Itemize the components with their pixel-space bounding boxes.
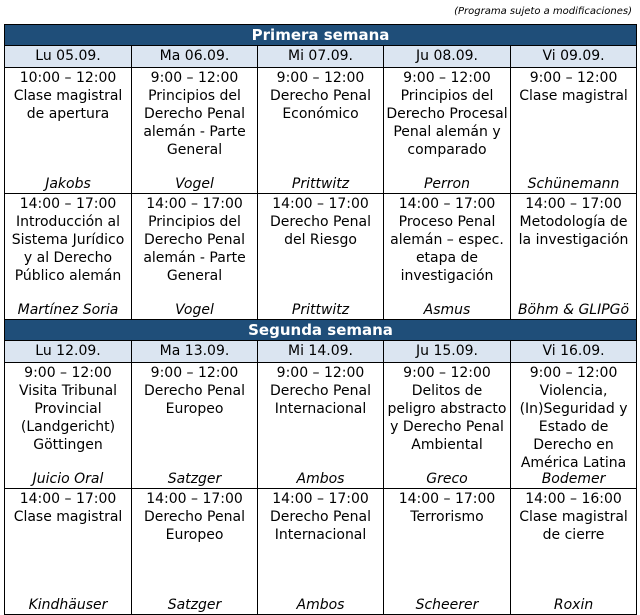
session-time: 14:00 – 17:00: [398, 196, 496, 212]
session-time: 14:00 – 17:00: [146, 491, 243, 507]
session-subject: Visita Tribunal Provincial (Landgericht) Göttingen: [18, 383, 118, 453]
session-subject: Derecho Penal Europeo: [144, 509, 245, 543]
week-title: Primera semana: [5, 25, 637, 46]
session-subject: Clase magistral de apertura: [13, 88, 123, 122]
session-lecturer: Satzger: [167, 597, 222, 613]
session-subject: Clase magistral de cierre: [519, 509, 628, 543]
day-header: Lu 05.09.: [5, 46, 132, 68]
session-cell: [258, 363, 384, 489]
session-subject: Clase magistral: [519, 88, 628, 104]
session-lecturer: Juicio Oral: [32, 471, 104, 487]
day-header: Lu 12.09.: [5, 341, 132, 363]
session-cell: [384, 363, 511, 489]
session-subject: Principios del Derecho Penal alemán - Parte General: [143, 214, 246, 284]
session-time: 14:00 – 17:00: [398, 491, 496, 507]
session-cell: [132, 489, 258, 615]
session-time: 14:00 – 17:00: [272, 491, 369, 507]
session-subject: Derecho Penal Internacional: [270, 383, 371, 417]
session-time: 9:00 – 12:00: [276, 70, 365, 86]
session-subject: Proceso Penal alemán – espec. etapa de investigación: [390, 214, 504, 284]
session-cell: [511, 489, 637, 615]
session-time: 14:00 – 17:00: [272, 196, 369, 212]
session-cell: [511, 363, 637, 489]
session-time: 14:00 – 17:00: [19, 196, 117, 212]
session-subject: Principios del Derecho Procesal Penal alemán y comparado: [386, 88, 508, 158]
session-cell: [5, 68, 132, 194]
day-header: Vi 16.09.: [511, 341, 637, 363]
session-lecturer: Roxin: [553, 597, 594, 613]
session-lecturer: Vogel: [175, 302, 214, 318]
session-lecturer: Ambos: [296, 471, 345, 487]
session-time: 9:00 – 12:00: [529, 70, 618, 86]
session-time: 9:00 – 12:00: [24, 365, 112, 381]
session-time: 9:00 – 12:00: [276, 365, 365, 381]
session-cell: [5, 363, 132, 489]
session-subject: Derecho Penal Económico: [270, 88, 371, 122]
session-subject: Derecho Penal Internacional: [270, 509, 371, 543]
session-cell: [132, 363, 258, 489]
day-header: Mi 14.09.: [258, 341, 384, 363]
session-time: 9:00 – 12:00: [403, 70, 491, 86]
session-time: 9:00 – 12:00: [529, 365, 618, 381]
session-cell: [384, 194, 511, 320]
session-cell: [511, 194, 637, 320]
session-subject: Introducción al Sistema Jurídico y al Derecho Público alemán: [11, 214, 125, 284]
day-header: Ma 13.09.: [132, 341, 258, 363]
session-lecturer: Perron: [423, 176, 470, 192]
session-time: 9:00 – 12:00: [150, 365, 239, 381]
session-lecturer: Kindhäuser: [28, 597, 108, 613]
session-lecturer: Schünemann: [527, 176, 620, 192]
session-cell: [258, 68, 384, 194]
session-subject: Derecho Penal Europeo: [144, 383, 245, 417]
session-subject: Violencia, (In)Seguridad y Estado de Derecho en América Latina: [519, 383, 628, 471]
session-cell: [258, 489, 384, 615]
session-cell: [384, 68, 511, 194]
session-cell: [5, 489, 132, 615]
session-lecturer: Bodemer: [541, 471, 606, 487]
session-cell: [132, 194, 258, 320]
schedule-note: (Programa sujeto a modificaciones): [454, 6, 632, 17]
session-lecturer: Greco: [426, 471, 468, 487]
day-header: Ma 06.09.: [132, 46, 258, 68]
session-time: 9:00 – 12:00: [403, 365, 491, 381]
session-cell: [132, 68, 258, 194]
session-time: 14:00 – 16:00: [525, 491, 622, 507]
session-subject: Derecho Penal del Riesgo: [270, 214, 371, 248]
day-header: Vi 09.09.: [511, 46, 637, 68]
session-lecturer: Prittwitz: [291, 176, 350, 192]
session-lecturer: Martínez Soria: [17, 302, 119, 318]
session-cell: [384, 489, 511, 615]
session-time: 10:00 – 12:00: [19, 70, 117, 86]
session-subject: Clase magistral: [13, 509, 123, 525]
session-lecturer: Ambos: [296, 597, 345, 613]
week-title: Segunda semana: [5, 320, 637, 341]
session-cell: [511, 68, 637, 194]
session-lecturer: Jakobs: [45, 176, 91, 192]
session-lecturer: Satzger: [167, 471, 222, 487]
session-lecturer: Prittwitz: [291, 302, 350, 318]
session-subject: Terrorismo: [410, 509, 484, 525]
session-cell: [258, 194, 384, 320]
day-header: Ju 08.09.: [384, 46, 511, 68]
session-time: 14:00 – 17:00: [525, 196, 622, 212]
session-subject: Principios del Derecho Penal alemán - Parte General: [143, 88, 246, 158]
session-time: 9:00 – 12:00: [150, 70, 239, 86]
day-header: Mi 07.09.: [258, 46, 384, 68]
session-subject: Metodología de la investigación: [518, 214, 629, 248]
session-lecturer: Böhm & GLIPGö: [517, 302, 630, 318]
session-lecturer: Vogel: [175, 176, 214, 192]
day-header: Ju 15.09.: [384, 341, 511, 363]
session-time: 14:00 – 17:00: [19, 491, 117, 507]
session-lecturer: Asmus: [423, 302, 471, 318]
session-cell: [5, 194, 132, 320]
session-lecturer: Scheerer: [415, 597, 479, 613]
session-time: 14:00 – 17:00: [146, 196, 243, 212]
session-subject: Delitos de peligro abstracto y Derecho Penal Ambiental: [387, 383, 507, 453]
schedule-table: [4, 24, 637, 615]
